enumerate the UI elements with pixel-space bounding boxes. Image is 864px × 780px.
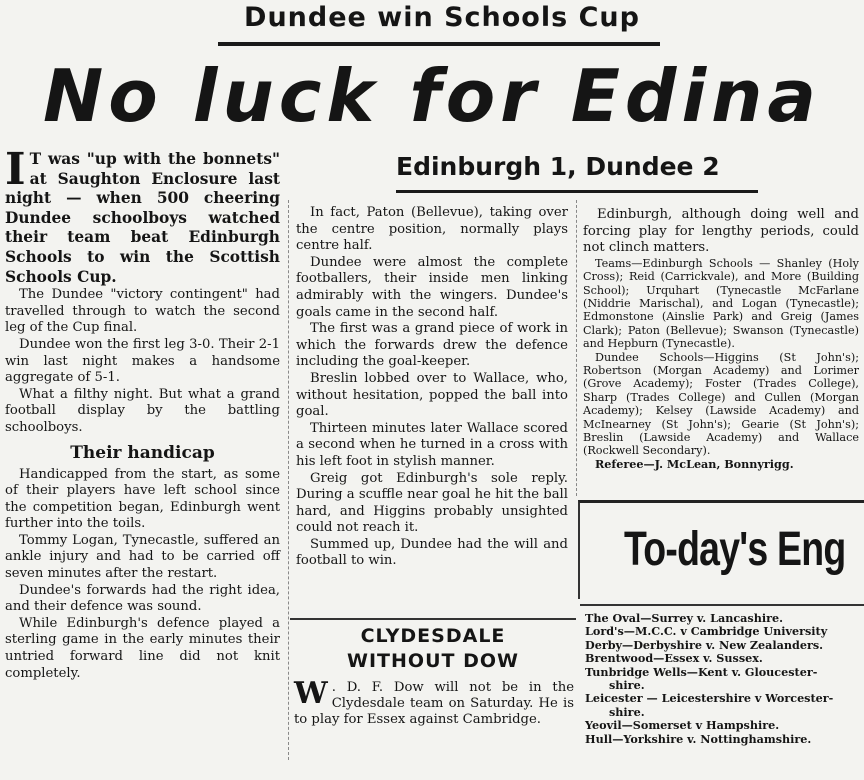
drop-cap: I xyxy=(5,144,26,195)
fixture-item: shire. xyxy=(609,704,645,719)
column-divider xyxy=(576,200,577,496)
paragraph: The first was a grand piece of work in which the forwards drew the defence including the goal-keeper. xyxy=(296,321,568,370)
english-cricket-headline: To-day's Eng xyxy=(624,523,846,576)
clydesdale-article xyxy=(294,676,574,729)
clydesdale-text: . D. F. Dow will not be in the Clydesdale team on Saturday. He is to play for Essex against Cambridge. xyxy=(294,680,574,728)
article-column-1 xyxy=(5,144,280,682)
kicker-underline xyxy=(218,42,660,46)
column-divider xyxy=(288,200,289,760)
fixture-item: shire. xyxy=(609,678,645,693)
subheading: Their handicap xyxy=(70,442,215,463)
fixture-item: The Oval—Surrey v. Lancashire. xyxy=(585,611,783,625)
paragraph: Handicapped from the start, as some of their players have left school since the competition began, Edinburgh went further into the toils. xyxy=(5,466,280,532)
paragraph: Breslin lobbed over to Wallace, who, without hesitation, popped the ball into goal. xyxy=(296,370,568,420)
fixture-item: Tunbridge Wells—Kent v. Gloucester- xyxy=(585,664,818,679)
paragraph: Dundee's forwards had the right idea, and their defence was sound. xyxy=(5,582,280,615)
score-underline xyxy=(396,190,758,193)
clydesdale-headline-line: WITHOUT DOW xyxy=(347,650,519,672)
paragraph: While Edinburgh's defence played a sterling game in the early minutes their untried forward line did not knit completely. xyxy=(5,615,280,681)
paragraph: Dundee won the first leg 3-0. Their 2-1 win last night makes a handsome aggregate of 5-1. xyxy=(5,336,280,386)
lead-paragraph xyxy=(5,144,280,287)
drop-cap: W xyxy=(294,676,328,711)
teams-list: Dundee Schools—Higgins (St John's); Robertson (Morgan Academy) and Lorimer (Grove Academy); Foster (Trades College), Sharp (Trades College) and Cullen (Morgan Academy); Kelsey (Lawside Academy) and McInearney (St John's); Gearie (St John's); Breslin (Lawside Academy) and Wallace (Rockwell Secondary). xyxy=(583,350,859,458)
referee-line: Referee—J. McLean, Bonnyrigg. xyxy=(595,456,794,471)
paragraph: Thirteen minutes later Wallace scored a second when he turned in a cross with his left foot in stylish manner. xyxy=(296,420,568,469)
clydesdale-box-rule xyxy=(290,618,576,620)
article-column-3 xyxy=(583,207,859,471)
fixture-item: Hull—Yorkshire v. Nottinghamshire. xyxy=(585,731,812,746)
score-line: Edinburgh 1, Dundee 2 xyxy=(396,152,720,181)
fixture-item: Yeovil—Somerset v Hampshire. xyxy=(585,718,780,733)
english-cricket-rule xyxy=(580,604,864,606)
paragraph: What a filthy night. But what a grand football display by the battling schoolboys. xyxy=(5,386,280,435)
fixture-item: Brentwood—Essex v. Sussex. xyxy=(585,651,763,666)
kicker-headline: Dundee win Schools Cup xyxy=(244,2,640,33)
article-column-2 xyxy=(296,205,568,570)
clydesdale-headline-line: CLYDESDALE xyxy=(360,625,506,647)
paragraph: The Dundee "victory contingent" had travelled through to watch the second leg of the Cup final. xyxy=(5,287,280,336)
paragraph: Dundee were almost the complete footballers, their inside men linking admirably with the wingers. Dundee's goals came in the second half. xyxy=(296,254,568,320)
main-headline: No luck for Edina xyxy=(43,54,821,138)
fixture-item: Lord's—M.C.C. v Cambridge University xyxy=(585,624,828,639)
paragraph: Summed up, Dundee had the will and football to win. xyxy=(296,536,568,569)
fixtures-list xyxy=(585,612,861,746)
paragraph: Tommy Logan, Tynecastle, suffered an ankle injury and had to be carried off seven minutes after the restart. xyxy=(5,532,280,582)
fixture-item: Derby—Derbyshire v. New Zealanders. xyxy=(585,637,824,652)
clydesdale-headline xyxy=(292,624,574,674)
lead-text: T was "up with the bonnets" at Saughton Enclosure last night — when 500 cheering Dundee schoolboys watched their team beat Edinburgh Schools to win the Scottish Schools Cup. xyxy=(5,150,280,286)
paragraph: Greig got Edinburgh's sole reply. During a scuffle near goal he hit the ball hard, and Higgins probably unsighted could not reach it. xyxy=(296,470,568,536)
paragraph: In fact, Paton (Bellevue), taking over the centre position, normally plays centre half. xyxy=(296,205,568,254)
fixture-item: Leicester — Leicestershire v Worcester- xyxy=(585,691,834,706)
paragraph: Edinburgh, although doing well and forcing play for lengthy periods, could not clinch matters. xyxy=(583,207,859,256)
teams-list: Teams—Edinburgh Schools — Shanley (Holy Cross); Reid (Carrickvale), and More (Building School); Urquhart (Tynecastle McFarlane (Niddrie Marischal), and Logan (Tynecastle); Edmonstone (Ainslie Park) and Greig (James Clark); Paton (Bellevue); Swanson (Tynecastle) and Hepburn (Tynecastle). xyxy=(583,256,859,351)
